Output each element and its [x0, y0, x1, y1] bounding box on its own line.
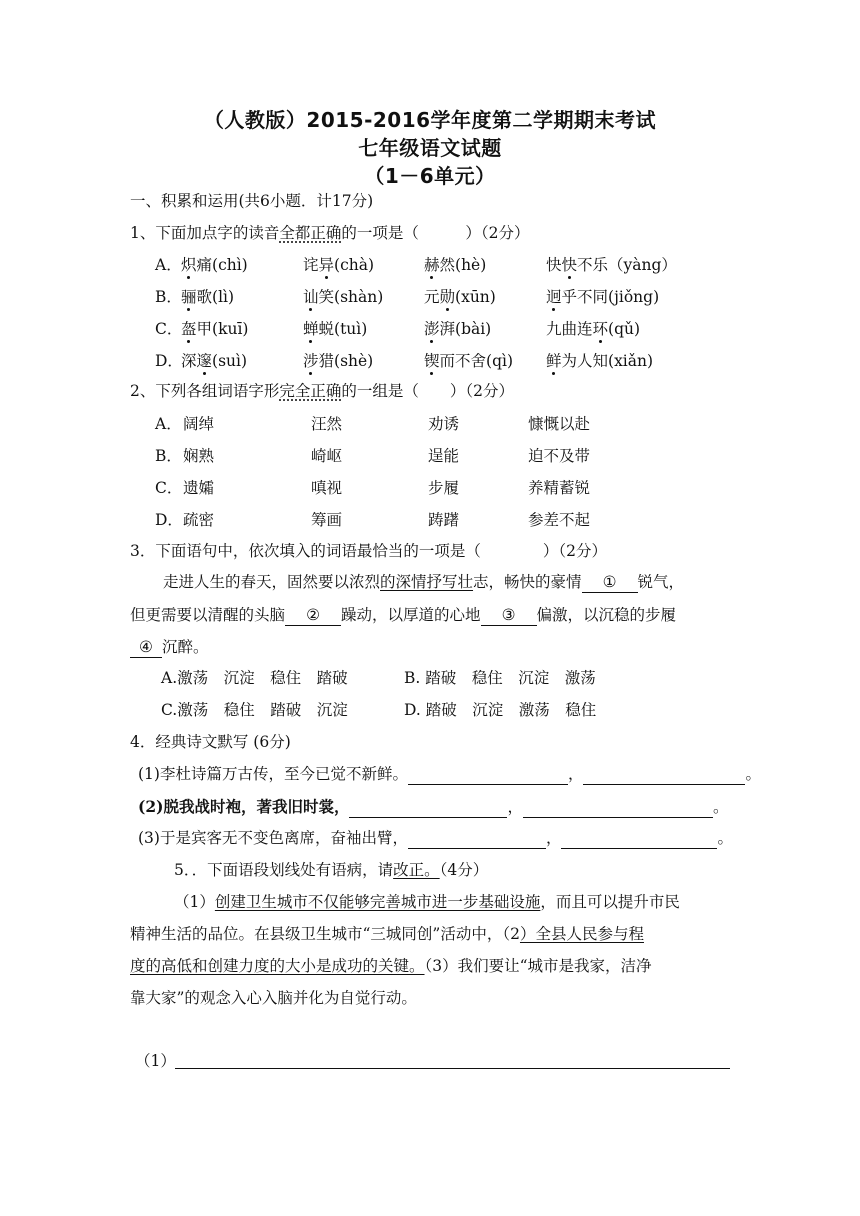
dotted-character: 骊 — [181, 288, 197, 306]
question-2-stem: 2、下列各组词语字形完全正确的一组是（ ）（2分） — [130, 382, 515, 400]
question-1-stem: 1、下面加点字的读音全都正确的一项是（ ）（2分） — [130, 224, 530, 242]
answer-blank[interactable] — [408, 830, 546, 849]
option-word: 盔甲(kuī) — [181, 320, 249, 338]
option-word: 筹画 — [311, 511, 343, 529]
option-word: 疏密 — [183, 511, 215, 529]
dotted-emphasis: 完全正确 — [279, 382, 342, 400]
answer-blank[interactable] — [408, 766, 568, 785]
question-5-stem: 5．．下面语段划线处有语病，请改正。（4分） — [174, 861, 489, 879]
option-word: 快快不乐（yàng） — [546, 256, 677, 274]
option-word: 澎湃(bài) — [424, 320, 492, 338]
dotted-character: 勋 — [439, 288, 456, 306]
option-c: C.激荡 稳住 踏破 沉淀 — [161, 701, 348, 719]
question-3-passage-line-2: 但更需要以清醒的头脑 ② 躁动，以厚道的心地 ③ 偏激，以沉稳的步履 — [130, 606, 677, 624]
question-5-passage-line-4: 靠大家”的观念入心入脑并化为自觉行动。 — [130, 989, 417, 1007]
answer-blank[interactable] — [523, 799, 713, 818]
option-label: D． — [155, 352, 183, 370]
exam-units: （1－6单元） — [364, 164, 496, 188]
option-word: 劝诱 — [428, 415, 460, 433]
option-a: A.激荡 沉淀 稳住 踏破 — [161, 669, 348, 687]
option-label: D． — [155, 511, 183, 529]
exam-title: （人教版）2015-2016学年度第二学期期末考试 — [203, 108, 657, 132]
dotted-character: 鲜 — [546, 352, 562, 370]
dotted-character: 炽 — [181, 256, 197, 274]
option-word: 蝉蜕(tuì) — [303, 320, 368, 338]
question-5-passage-line-2: 精神生活的品位。在县级卫生城市“三城同创”活动中，（2）全县人民参与程 — [130, 925, 644, 943]
option-d: D. 踏破 沉淀 激荡 稳住 — [404, 701, 597, 719]
option-word: 九曲连环(qǔ) — [546, 320, 641, 338]
option-word: 汪然 — [311, 415, 343, 433]
dotted-character: 讪 — [303, 288, 319, 306]
exam-subtitle: 七年级语文试题 — [358, 136, 502, 160]
dotted-character: 邃 — [196, 352, 213, 370]
option-word: 炽痛(chì) — [181, 256, 248, 274]
fill-blank-1[interactable]: ① — [582, 572, 638, 593]
option-word: 诧异(chà) — [303, 256, 375, 274]
question-5-passage-line-1: （1）创建卫生城市不仅能够完善城市进一步基础设施，而且可以提升市民 — [174, 893, 680, 911]
option-label: C． — [155, 320, 183, 338]
answer-line[interactable] — [175, 1068, 730, 1069]
option-b: B. 踏破 稳住 沉淀 激荡 — [404, 669, 596, 687]
dotted-character: 异 — [318, 256, 335, 274]
option-word: 步履 — [428, 479, 460, 497]
option-word: 嗔视 — [311, 479, 343, 497]
option-word: 慷慨以赴 — [528, 415, 591, 433]
question-3-passage-line-1: 走进人生的春天，固然要以浓烈的深情抒写壮志，畅快的豪情 ① 锐气， — [163, 573, 685, 591]
option-label: A． — [155, 256, 182, 274]
option-word: 遗孀 — [183, 479, 215, 497]
option-word: 踌躇 — [428, 511, 460, 529]
dotted-character: 锲 — [424, 352, 440, 370]
option-word: 迫不及带 — [528, 447, 591, 465]
recitation-line-3: (3)于是宾客无不变色离席，奋袖出臂， ， 。 — [138, 829, 733, 847]
option-word: 元勋(xūn) — [424, 288, 496, 306]
option-word: 娴熟 — [183, 447, 215, 465]
option-label: B． — [155, 447, 182, 465]
option-word: 阔绰 — [183, 415, 215, 433]
fill-blank-3[interactable]: ③ — [481, 605, 537, 626]
option-word: 骊歌(lì) — [181, 288, 235, 306]
option-word: 崎岖 — [311, 447, 343, 465]
option-word: 涉猎(shè) — [303, 352, 374, 370]
question-3-passage-line-3: ④ 沉醉。 — [130, 636, 209, 658]
answer-blank[interactable] — [561, 830, 717, 849]
option-word: 锲而不舍(qì) — [424, 352, 513, 370]
option-word: 赫然(hè) — [424, 256, 487, 274]
question-3-stem: 3．下面语句中，依次填入的词语最恰当的一项是（ ）（2分） — [130, 542, 607, 560]
fill-blank-4[interactable]: ④ — [130, 637, 162, 658]
dotted-emphasis: 全都正确 — [279, 224, 342, 242]
answer-label: （1） — [135, 1052, 176, 1070]
option-label: A． — [155, 415, 182, 433]
dotted-character: 蝉 — [303, 320, 319, 338]
option-word: 深邃(suì) — [181, 352, 248, 370]
option-label: B． — [155, 288, 182, 306]
dotted-character: 盔 — [181, 320, 197, 338]
option-label: C． — [155, 479, 183, 497]
dotted-character: 快 — [561, 256, 578, 274]
fill-blank-2[interactable]: ② — [285, 605, 341, 626]
dotted-character: 澎 — [424, 320, 440, 338]
section-heading: 一、积累和运用(共6小题．计17分) — [130, 192, 374, 210]
answer-blank[interactable] — [349, 799, 507, 818]
recitation-line-1: (1)李杜诗篇万古传，至今已觉不新鲜。 ， 。 — [138, 765, 761, 783]
question-5-passage-line-3: 度的高低和创建力度的大小是成功的关键。（3）我们要让“城市是我家，洁净 — [130, 957, 652, 975]
option-word: 逞能 — [428, 447, 460, 465]
question-4-stem: 4．经典诗文默写 (6分) — [130, 733, 291, 751]
dotted-character: 赫 — [424, 256, 440, 274]
recitation-line-2: (2)脱我战时袍，著我旧时裳， ， 。 — [138, 797, 729, 816]
option-word: 迥乎不同(jiǒng) — [546, 288, 660, 306]
option-word: 鲜为人知(xiǎn) — [546, 352, 654, 370]
dotted-character: 迥 — [546, 288, 562, 306]
option-word: 养精蓄锐 — [528, 479, 591, 497]
dotted-character: 涉 — [303, 352, 319, 370]
option-word: 讪笑(shàn) — [303, 288, 384, 306]
answer-blank[interactable] — [583, 766, 745, 785]
option-word: 参差不起 — [528, 511, 591, 529]
dotted-character: 环 — [592, 320, 609, 338]
